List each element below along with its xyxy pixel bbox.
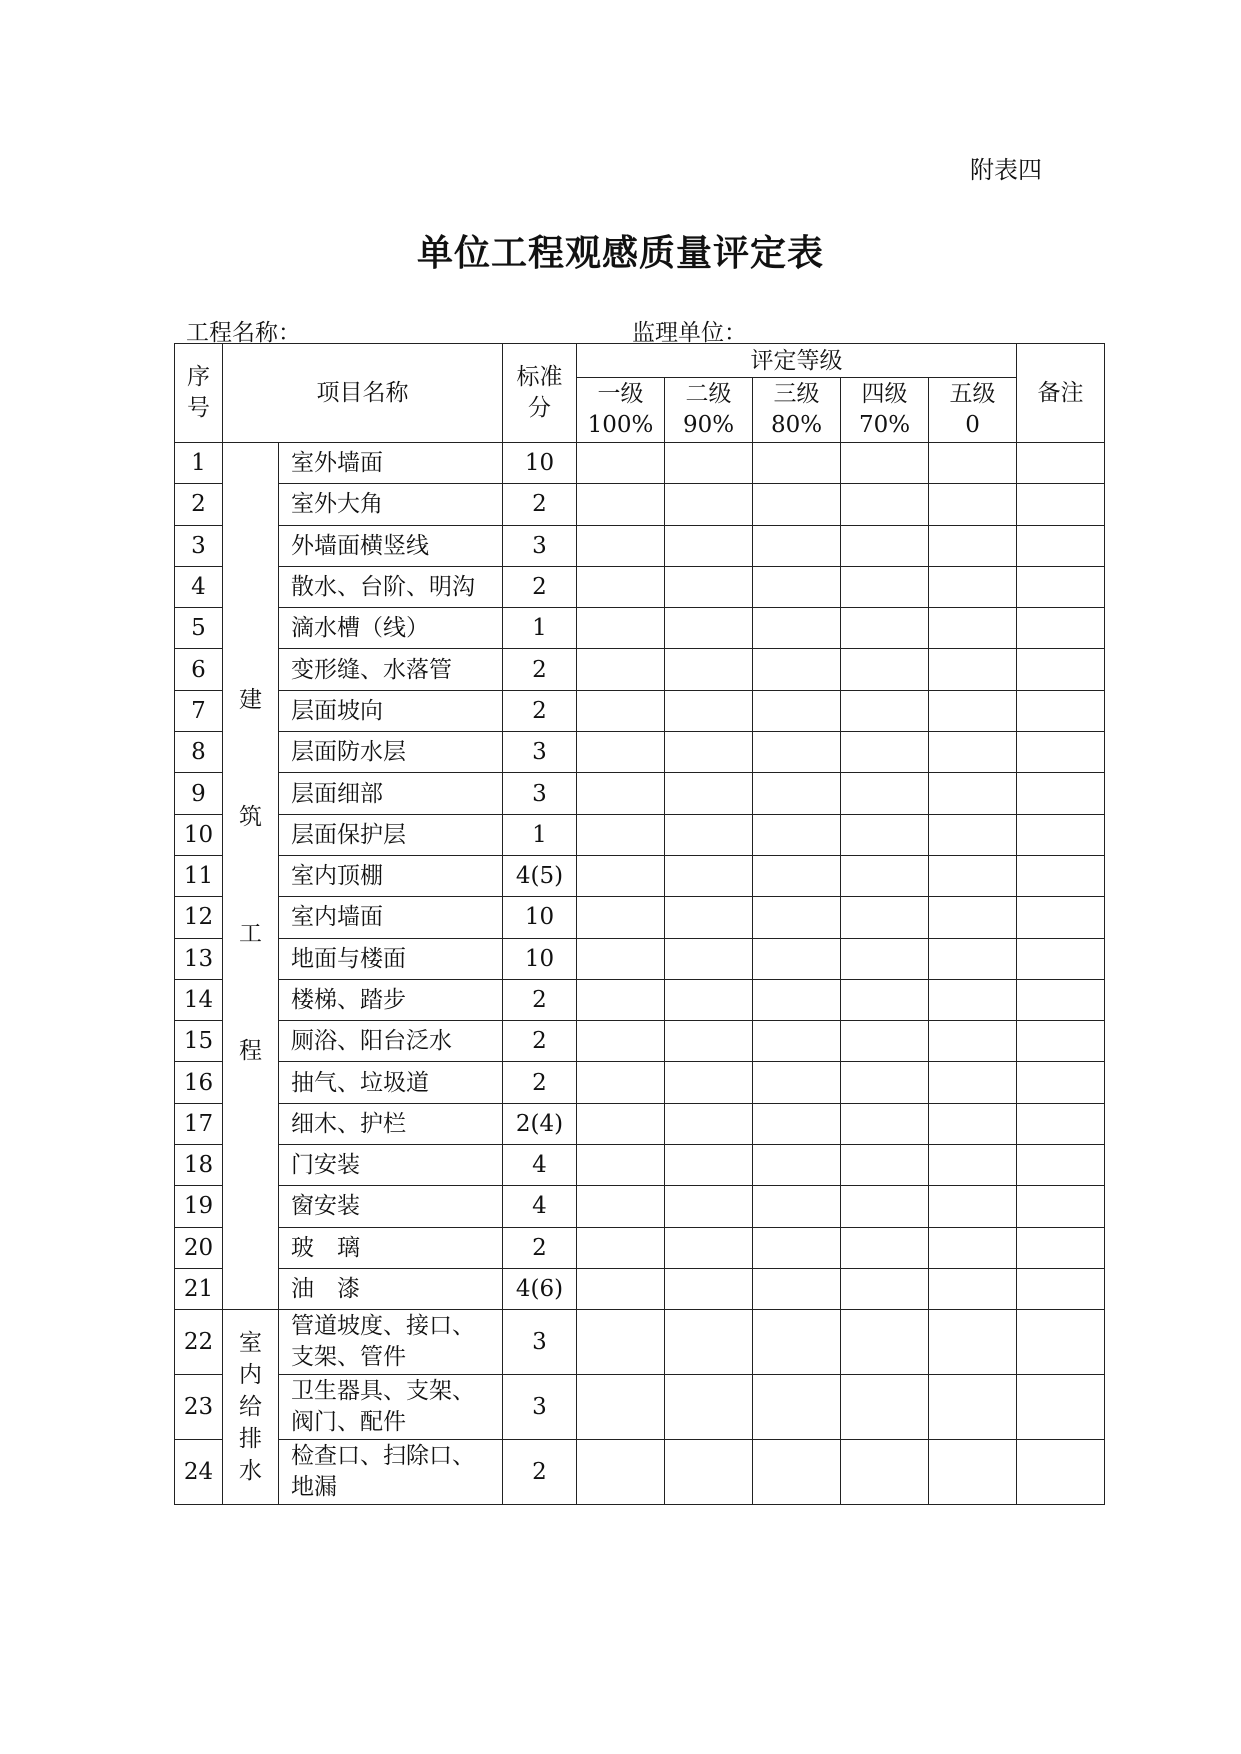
grade-4-cell[interactable] xyxy=(841,732,929,773)
remark-cell[interactable] xyxy=(1017,979,1105,1020)
grade-1-cell[interactable] xyxy=(577,1310,665,1375)
grade-3-cell[interactable] xyxy=(753,1103,841,1144)
standard-score: 3 xyxy=(503,1310,577,1375)
grade-4-cell[interactable] xyxy=(841,938,929,979)
standard-score: 2 xyxy=(503,566,577,607)
header-remark: 备注 xyxy=(1017,344,1105,443)
grade-1-cell[interactable] xyxy=(577,855,665,896)
grade-5-cell[interactable] xyxy=(929,1310,1017,1375)
table-row xyxy=(175,979,1105,1020)
table-row xyxy=(175,525,1105,566)
grade-5-cell[interactable] xyxy=(929,1375,1017,1440)
standard-score: 4(5) xyxy=(503,855,577,896)
item-name: 层面防水层 xyxy=(279,732,503,773)
grade-3-cell[interactable] xyxy=(753,979,841,1020)
item-name: 室外大角 xyxy=(279,484,503,525)
table-row xyxy=(175,649,1105,690)
grade-1-cell[interactable] xyxy=(577,690,665,731)
grade-5-cell[interactable] xyxy=(929,1186,1017,1227)
item-name: 室内顶棚 xyxy=(279,855,503,896)
standard-score: 2 xyxy=(503,690,577,731)
grade-1-cell[interactable] xyxy=(577,566,665,607)
grade-3-cell[interactable] xyxy=(753,484,841,525)
grade-1-cell[interactable] xyxy=(577,443,665,484)
grade-4-cell[interactable] xyxy=(841,1375,929,1440)
remark-cell[interactable] xyxy=(1017,1440,1105,1505)
grade-5-cell[interactable] xyxy=(929,525,1017,566)
row-number: 9 xyxy=(175,773,223,814)
row-number: 4 xyxy=(175,566,223,607)
grade-3-cell[interactable] xyxy=(753,1145,841,1186)
header-grade-5: 五级 0 xyxy=(929,378,1017,443)
grade-1-cell[interactable] xyxy=(577,1103,665,1144)
table-row xyxy=(175,732,1105,773)
grade-2-cell[interactable] xyxy=(665,855,753,896)
grade-1-cell[interactable] xyxy=(577,608,665,649)
grade-3-cell[interactable] xyxy=(753,1375,841,1440)
item-name: 层面保护层 xyxy=(279,814,503,855)
grade-2-cell[interactable] xyxy=(665,979,753,1020)
table-row xyxy=(175,855,1105,896)
remark-cell[interactable] xyxy=(1017,443,1105,484)
header-grade-4: 四级 70% xyxy=(841,378,929,443)
grade-5-cell[interactable] xyxy=(929,690,1017,731)
grade-5-cell[interactable] xyxy=(929,649,1017,690)
grade-2-cell[interactable] xyxy=(665,566,753,607)
grade-4-cell[interactable] xyxy=(841,649,929,690)
grade-1-cell[interactable] xyxy=(577,979,665,1020)
item-name: 门安装 xyxy=(279,1145,503,1186)
grade-2-cell[interactable] xyxy=(665,1021,753,1062)
remark-cell[interactable] xyxy=(1017,1268,1105,1309)
item-name: 室外墙面 xyxy=(279,443,503,484)
table-row xyxy=(175,1062,1105,1103)
grade-3-cell[interactable] xyxy=(753,732,841,773)
table-row xyxy=(175,566,1105,607)
remark-cell[interactable] xyxy=(1017,1021,1105,1062)
row-number: 17 xyxy=(175,1103,223,1144)
table-row xyxy=(175,1021,1105,1062)
row-number: 3 xyxy=(175,525,223,566)
remark-cell[interactable] xyxy=(1017,938,1105,979)
grade-1-cell[interactable] xyxy=(577,1062,665,1103)
remark-cell[interactable] xyxy=(1017,484,1105,525)
row-number: 13 xyxy=(175,938,223,979)
standard-score: 2 xyxy=(503,484,577,525)
grade-1-cell[interactable] xyxy=(577,649,665,690)
row-number: 18 xyxy=(175,1145,223,1186)
remark-cell[interactable] xyxy=(1017,773,1105,814)
grade-3-cell[interactable] xyxy=(753,814,841,855)
grade-5-cell[interactable] xyxy=(929,897,1017,938)
grade-2-cell[interactable] xyxy=(665,773,753,814)
grade-3-cell[interactable] xyxy=(753,773,841,814)
header-grade-2: 二级 90% xyxy=(665,378,753,443)
row-number: 6 xyxy=(175,649,223,690)
grade-1-cell[interactable] xyxy=(577,773,665,814)
grade-4-cell[interactable] xyxy=(841,773,929,814)
grade-3-cell[interactable] xyxy=(753,1268,841,1309)
grade-1-cell[interactable] xyxy=(577,1227,665,1268)
item-name: 厕浴、阳台泛水 xyxy=(279,1021,503,1062)
row-number: 10 xyxy=(175,814,223,855)
grade-2-cell[interactable] xyxy=(665,608,753,649)
grade-5-cell[interactable] xyxy=(929,1062,1017,1103)
remark-cell[interactable] xyxy=(1017,1310,1105,1375)
standard-score: 4 xyxy=(503,1145,577,1186)
item-name: 变形缝、水落管 xyxy=(279,649,503,690)
grade-5-cell[interactable] xyxy=(929,443,1017,484)
remark-cell[interactable] xyxy=(1017,1103,1105,1144)
item-name: 检查口、扫除口、 地漏 xyxy=(279,1440,503,1505)
grade-5-cell[interactable] xyxy=(929,1145,1017,1186)
remark-cell[interactable] xyxy=(1017,1375,1105,1440)
grade-4-cell[interactable] xyxy=(841,855,929,896)
row-number: 11 xyxy=(175,855,223,896)
grade-2-cell[interactable] xyxy=(665,1186,753,1227)
grade-1-cell[interactable] xyxy=(577,1375,665,1440)
grade-2-cell[interactable] xyxy=(665,1375,753,1440)
grade-4-cell[interactable] xyxy=(841,525,929,566)
grade-1-cell[interactable] xyxy=(577,1145,665,1186)
standard-score: 10 xyxy=(503,897,577,938)
group-plumbing: 室 内 给 排 水 xyxy=(223,1310,279,1505)
item-name: 油 漆 xyxy=(279,1268,503,1309)
page-title: 单位工程观感质量评定表 xyxy=(416,232,824,274)
grade-1-cell[interactable] xyxy=(577,484,665,525)
row-number: 2 xyxy=(175,484,223,525)
grade-2-cell[interactable] xyxy=(665,484,753,525)
grade-1-cell[interactable] xyxy=(577,525,665,566)
grade-3-cell[interactable] xyxy=(753,525,841,566)
grade-3-cell[interactable] xyxy=(753,690,841,731)
grade-3-cell[interactable] xyxy=(753,855,841,896)
table-row xyxy=(175,608,1105,649)
remark-cell[interactable] xyxy=(1017,732,1105,773)
item-name: 地面与楼面 xyxy=(279,938,503,979)
grade-2-cell[interactable] xyxy=(665,1103,753,1144)
item-name: 管道坡度、接口、 支架、管件 xyxy=(279,1310,503,1375)
standard-score: 2 xyxy=(503,1021,577,1062)
grade-1-cell[interactable] xyxy=(577,1440,665,1505)
row-number: 24 xyxy=(175,1440,223,1505)
row-number: 16 xyxy=(175,1062,223,1103)
header-std-score: 标准 分 xyxy=(503,344,577,443)
grade-2-cell[interactable] xyxy=(665,1145,753,1186)
header-grade-group: 评定等级 xyxy=(577,344,1017,378)
grade-2-cell[interactable] xyxy=(665,1440,753,1505)
item-name: 抽气、垃圾道 xyxy=(279,1062,503,1103)
header-grade-3: 三级 80% xyxy=(753,378,841,443)
grade-1-cell[interactable] xyxy=(577,814,665,855)
row-number: 20 xyxy=(175,1227,223,1268)
header-grade-1: 一级 100% xyxy=(577,378,665,443)
standard-score: 2(4) xyxy=(503,1103,577,1144)
row-number: 15 xyxy=(175,1021,223,1062)
grade-2-cell[interactable] xyxy=(665,525,753,566)
standard-score: 10 xyxy=(503,938,577,979)
table-row xyxy=(175,1103,1105,1144)
grade-3-cell[interactable] xyxy=(753,649,841,690)
project-name-label: 工程名称： xyxy=(186,320,301,346)
row-number: 22 xyxy=(175,1310,223,1375)
grade-4-cell[interactable] xyxy=(841,443,929,484)
grade-5-cell[interactable] xyxy=(929,732,1017,773)
grade-1-cell[interactable] xyxy=(577,1186,665,1227)
grade-4-cell[interactable] xyxy=(841,1310,929,1375)
standard-score: 1 xyxy=(503,608,577,649)
table-row xyxy=(175,1145,1105,1186)
standard-score: 10 xyxy=(503,443,577,484)
remark-cell[interactable] xyxy=(1017,566,1105,607)
grade-4-cell[interactable] xyxy=(841,608,929,649)
grade-1-cell[interactable] xyxy=(577,897,665,938)
grade-5-cell[interactable] xyxy=(929,1103,1017,1144)
item-name: 室内墙面 xyxy=(279,897,503,938)
table-row xyxy=(175,690,1105,731)
grade-3-cell[interactable] xyxy=(753,1021,841,1062)
table-row xyxy=(175,1440,1105,1505)
grade-3-cell[interactable] xyxy=(753,608,841,649)
table-row xyxy=(175,1186,1105,1227)
remark-cell[interactable] xyxy=(1017,1145,1105,1186)
grade-3-cell[interactable] xyxy=(753,897,841,938)
grade-4-cell[interactable] xyxy=(841,1145,929,1186)
grade-1-cell[interactable] xyxy=(577,732,665,773)
grade-2-cell[interactable] xyxy=(665,814,753,855)
remark-cell[interactable] xyxy=(1017,1186,1105,1227)
row-number: 1 xyxy=(175,443,223,484)
grade-1-cell[interactable] xyxy=(577,1268,665,1309)
item-name: 楼梯、踏步 xyxy=(279,979,503,1020)
grade-4-cell[interactable] xyxy=(841,484,929,525)
grade-2-cell[interactable] xyxy=(665,732,753,773)
grade-4-cell[interactable] xyxy=(841,897,929,938)
appendix-label: 附表四 xyxy=(970,156,1042,184)
header-seq: 序 号 xyxy=(175,344,223,443)
grade-4-cell[interactable] xyxy=(841,1186,929,1227)
table-row xyxy=(175,938,1105,979)
grade-3-cell[interactable] xyxy=(753,1062,841,1103)
grade-4-cell[interactable] xyxy=(841,1440,929,1505)
standard-score: 2 xyxy=(503,1440,577,1505)
item-name: 玻 璃 xyxy=(279,1227,503,1268)
item-name: 卫生器具、支架、 阀门、配件 xyxy=(279,1375,503,1440)
grade-5-cell[interactable] xyxy=(929,855,1017,896)
row-number: 19 xyxy=(175,1186,223,1227)
standard-score: 2 xyxy=(503,1062,577,1103)
remark-cell[interactable] xyxy=(1017,690,1105,731)
row-number: 8 xyxy=(175,732,223,773)
table-row xyxy=(175,814,1105,855)
grade-4-cell[interactable] xyxy=(841,1268,929,1309)
remark-cell[interactable] xyxy=(1017,649,1105,690)
grade-2-cell[interactable] xyxy=(665,1310,753,1375)
grade-1-cell[interactable] xyxy=(577,938,665,979)
table-row xyxy=(175,1227,1105,1268)
remark-cell[interactable] xyxy=(1017,1227,1105,1268)
grade-3-cell[interactable] xyxy=(753,1227,841,1268)
standard-score: 4(6) xyxy=(503,1268,577,1309)
grade-2-cell[interactable] xyxy=(665,1227,753,1268)
remark-cell[interactable] xyxy=(1017,525,1105,566)
grade-3-cell[interactable] xyxy=(753,1310,841,1375)
grade-2-cell[interactable] xyxy=(665,690,753,731)
row-number: 14 xyxy=(175,979,223,1020)
row-number: 7 xyxy=(175,690,223,731)
grade-2-cell[interactable] xyxy=(665,897,753,938)
standard-score: 2 xyxy=(503,1227,577,1268)
grade-5-cell[interactable] xyxy=(929,1227,1017,1268)
grade-4-cell[interactable] xyxy=(841,690,929,731)
grade-4-cell[interactable] xyxy=(841,1103,929,1144)
grade-2-cell[interactable] xyxy=(665,1062,753,1103)
header-item-name: 项目名称 xyxy=(223,344,503,443)
grade-4-cell[interactable] xyxy=(841,1227,929,1268)
grade-4-cell[interactable] xyxy=(841,1062,929,1103)
grade-5-cell[interactable] xyxy=(929,773,1017,814)
grade-5-cell[interactable] xyxy=(929,814,1017,855)
supervisor-label: 监理单位： xyxy=(632,320,747,346)
grade-1-cell[interactable] xyxy=(577,1021,665,1062)
grade-4-cell[interactable] xyxy=(841,814,929,855)
grade-5-cell[interactable] xyxy=(929,938,1017,979)
standard-score: 2 xyxy=(503,649,577,690)
item-name: 层面坡向 xyxy=(279,690,503,731)
remark-cell[interactable] xyxy=(1017,1062,1105,1103)
standard-score: 3 xyxy=(503,525,577,566)
standard-score: 3 xyxy=(503,1375,577,1440)
remark-cell[interactable] xyxy=(1017,814,1105,855)
group-building: 建 筑 工 程 xyxy=(223,443,279,1310)
row-number: 12 xyxy=(175,897,223,938)
item-name: 散水、台阶、明沟 xyxy=(279,566,503,607)
standard-score: 3 xyxy=(503,732,577,773)
grade-2-cell[interactable] xyxy=(665,1268,753,1309)
item-name: 细木、护栏 xyxy=(279,1103,503,1144)
grade-5-cell[interactable] xyxy=(929,1268,1017,1309)
table-row xyxy=(175,1375,1105,1440)
grade-3-cell[interactable] xyxy=(753,443,841,484)
grade-3-cell[interactable] xyxy=(753,1186,841,1227)
grade-5-cell[interactable] xyxy=(929,608,1017,649)
grade-5-cell[interactable] xyxy=(929,484,1017,525)
remark-cell[interactable] xyxy=(1017,897,1105,938)
item-name: 层面细部 xyxy=(279,773,503,814)
grade-3-cell[interactable] xyxy=(753,1440,841,1505)
evaluation-table xyxy=(174,343,1105,1505)
table-row xyxy=(175,897,1105,938)
item-name: 滴水槽（线） xyxy=(279,608,503,649)
table-row xyxy=(175,443,1105,484)
grade-5-cell[interactable] xyxy=(929,566,1017,607)
grade-4-cell[interactable] xyxy=(841,979,929,1020)
standard-score: 2 xyxy=(503,979,577,1020)
item-name: 外墙面横竖线 xyxy=(279,525,503,566)
grade-2-cell[interactable] xyxy=(665,443,753,484)
grade-3-cell[interactable] xyxy=(753,566,841,607)
grade-2-cell[interactable] xyxy=(665,649,753,690)
grade-5-cell[interactable] xyxy=(929,1440,1017,1505)
grade-4-cell[interactable] xyxy=(841,1021,929,1062)
row-number: 21 xyxy=(175,1268,223,1309)
grade-3-cell[interactable] xyxy=(753,938,841,979)
grade-5-cell[interactable] xyxy=(929,979,1017,1020)
grade-5-cell[interactable] xyxy=(929,1021,1017,1062)
table-row xyxy=(175,484,1105,525)
standard-score: 3 xyxy=(503,773,577,814)
remark-cell[interactable] xyxy=(1017,855,1105,896)
item-name: 窗安装 xyxy=(279,1186,503,1227)
table-row xyxy=(175,1268,1105,1309)
row-number: 23 xyxy=(175,1375,223,1440)
row-number: 5 xyxy=(175,608,223,649)
grade-2-cell[interactable] xyxy=(665,938,753,979)
remark-cell[interactable] xyxy=(1017,608,1105,649)
standard-score: 1 xyxy=(503,814,577,855)
table-row xyxy=(175,1310,1105,1375)
grade-4-cell[interactable] xyxy=(841,566,929,607)
table-row xyxy=(175,773,1105,814)
standard-score: 4 xyxy=(503,1186,577,1227)
